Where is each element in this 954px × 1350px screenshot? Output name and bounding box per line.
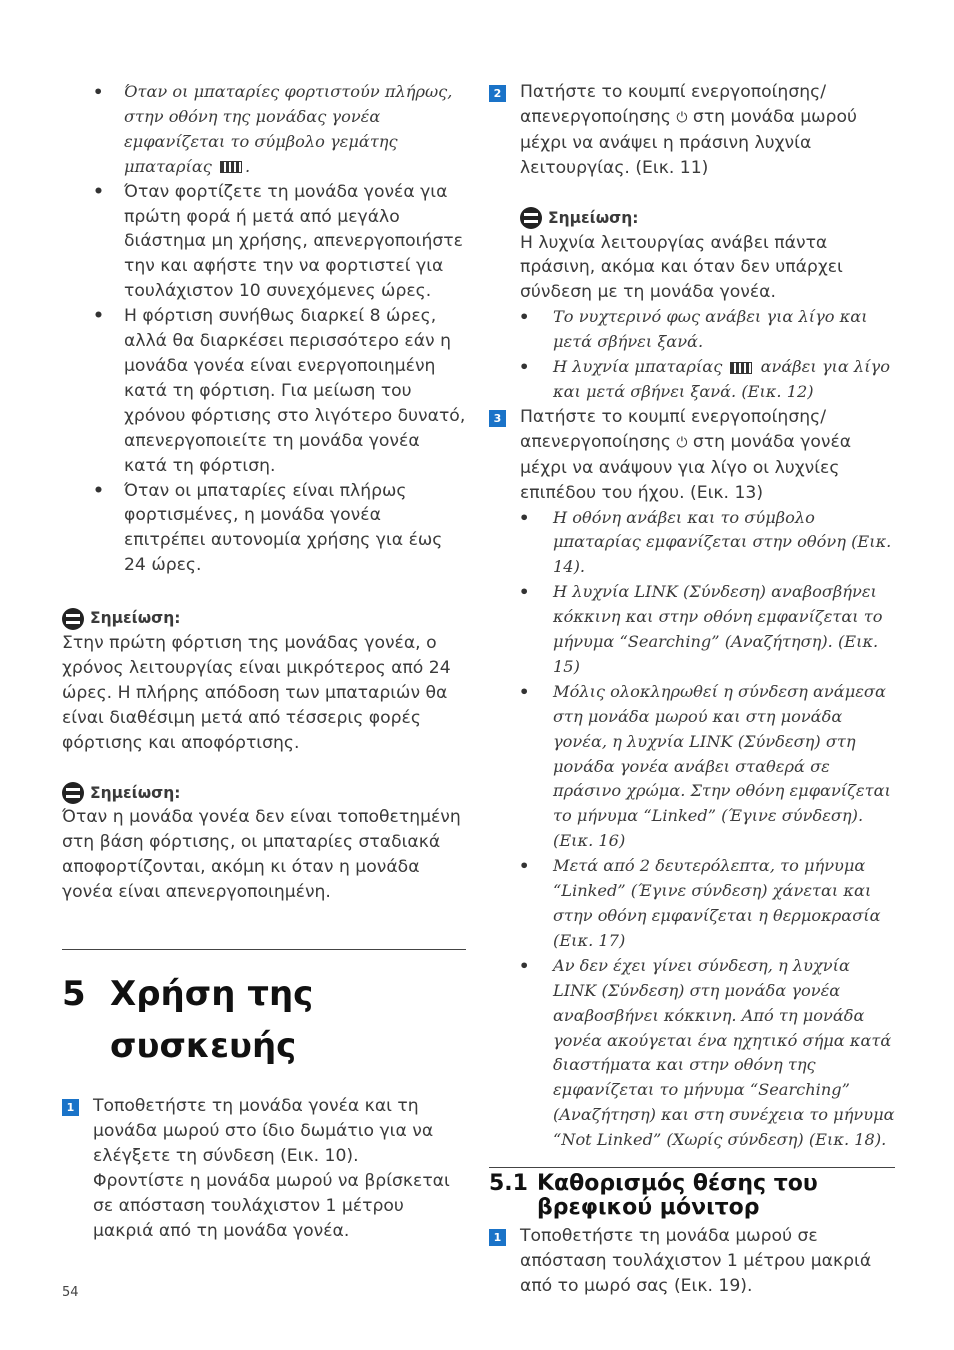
note-heading: Σημείωση: <box>62 606 466 631</box>
chapter-divider <box>62 949 466 950</box>
charging-bullets <box>62 80 466 578</box>
step3-bullets <box>489 506 895 1154</box>
step-item: 3 Πατήστε το κουμπί ενεργοποίησης/απενεργοποίησης ⏻ στη μονάδα γονέα μέχρι να ανάψουν για λίγο οι λυχνίες επιπέδου του ήχου. (Εικ. 13) <box>489 405 895 506</box>
list-item: • Το νυχτερινό φως ανάβει για λίγο και μετά σβήνει ξανά. <box>489 305 895 355</box>
note-text: Όταν η μονάδα γονέα δεν είναι τοποθετημένη στη βάση φόρτισης, οι μπαταρίες σταδιακά αποφορτίζονται, ακόμη κι όταν η μονάδα γονέα είναι απενεργοποιημένη. <box>62 807 461 903</box>
right-column <box>489 80 895 1299</box>
step-number-badge: 3 <box>489 410 506 427</box>
list-item: • Η φόρτιση συνήθως διαρκεί 8 ώρες, αλλά θα διαρκέσει περισσότερο εάν η μονάδα γονέα είναι ενεργοποιημένη κατά τη φόρτιση. Για μείωση του χρόνου φόρτισης στο λιγότερο δυνατό, απενεργοποιείτε τη μονάδα γονέα κατά τη φόρτιση. <box>62 304 466 478</box>
step-number-badge: 2 <box>489 85 506 102</box>
step-item: 2 Πατήστε το κουμπί ενεργοποίησης/απενεργοποίησης ⏻ στη μονάδα μωρού μέχρι να ανάψει η πράσινη λυχνία λειτουργίας. (Εικ. 11) <box>489 80 895 181</box>
power-icon: ⏻ <box>676 109 688 126</box>
list-item: • Όταν οι μπαταρίες φορτιστούν πλήρως, στην οθόνη της μονάδας γονέα εμφανίζεται το σύμβολο γεμάτης μπαταρίας . <box>62 80 466 180</box>
battery-icon <box>730 362 752 374</box>
list-item: • Αν δεν έχει γίνει σύνδεση, η λυχνία LINK (Σύνδεση) στη μονάδα γονέα αναβοσβήνει κόκκινη. Από τη μονάδα γονέα ακούγεται ένα ηχητικό σήμα κατά διαστήματα και στην οθόνη της εμφανίζεται το μήνυμα “Searching” (Αναζήτηση) και στη συνέχεια το μήνυμα “Not Linked” (Χωρίς σύνδεση) (Εικ. 18). <box>489 954 895 1153</box>
list-item: • Όταν φορτίζετε τη μονάδα γονέα για πρώτη φορά ή μετά από μεγάλο διάστημα μη χρήσης, απενεργοποιήστε την και αφήστε την να φορτιστεί για τουλάχιστον 10 συνεχόμενες ώρες. <box>62 180 466 305</box>
left-column <box>62 80 466 1244</box>
note-icon <box>62 608 84 630</box>
chapter-title: 5 Χρήση της συσκευής <box>62 974 314 1067</box>
power-icon: ⏻ <box>676 434 688 451</box>
page-number: 54 <box>62 1285 79 1300</box>
list-item: • Η οθόνη ανάβει και το σύμβολο μπαταρίας εμφανίζεται στην οθόνη (Εικ. 14). <box>489 506 895 581</box>
note-heading: Σημείωση: <box>62 781 466 806</box>
step-number-badge: 1 <box>489 1229 506 1246</box>
step-item: 1 Τοποθετήστε τη μονάδα γονέα και τη μονάδα μωρού στο ίδιο δωμάτιο για να ελέγξετε τη σύνδεση (Εικ. 10). Φροντίστε η μονάδα μωρού να βρίσκεται σε απόσταση τουλάχιστον 1 μέτρου μακριά από τη μονάδα γονέα. <box>62 1094 466 1243</box>
note-icon <box>520 207 542 229</box>
note-text: Η λυχνία λειτουργίας ανάβει πάντα πράσινη, ακόμα και όταν δεν υπάρχει σύνδεση με τη μονάδα γονέα. <box>520 232 843 303</box>
list-item: • Όταν οι μπαταρίες είναι πλήρως φορτισμένες, η μονάδα γονέα επιτρέπει αυτονομία χρήσης για έως 24 ώρες. <box>62 479 466 579</box>
list-item: • Μετά από 2 δευτερόλεπτα, το μήνυμα “Linked” (Έγινε σύνδεση) χάνεται και στην οθόνη εμφανίζεται η θερμοκρασία (Εικ. 17) <box>489 854 895 954</box>
step-item: 1 Τοποθετήστε τη μονάδα μωρού σε απόσταση τουλάχιστον 1 μέτρου μακριά από το μωρό σας (Εικ. 19). <box>489 1224 895 1299</box>
battery-full-icon <box>220 161 242 173</box>
list-item: • Μόλις ολοκληρωθεί η σύνδεση ανάμεσα στη μονάδα μωρού και στη μονάδα γονέα, η λυχνία LINK (Σύνδεση) στη μονάδα γονέα ανάβει σταθερά σε πράσινο χρώμα. Στην οθόνη εμφανίζεται το μήνυμα “Linked” (Έγινε σύνδεση). (Εικ. 16) <box>489 680 895 854</box>
note-bullets <box>489 305 895 405</box>
note-text: Στην πρώτη φόρτιση της μονάδας γονέα, ο χρόνος λειτουργίας είναι μικρότερος από 24 ώρες. Η πλήρης απόδοση των μπαταριών θα είναι διαθέσιμη μετά από τέσσερις φορές φόρτισης και αποφόρτισης. <box>62 633 451 753</box>
note-icon <box>62 782 84 804</box>
list-item: • Η λυχνία LINK (Σύνδεση) αναβοσβήνει κόκκινη και στην οθόνη εμφανίζεται το μήνυμα “Searching” (Αναζήτηση). (Εικ. 15) <box>489 580 895 680</box>
note-heading: Σημείωση: <box>489 206 895 231</box>
section-title: 5.1 Καθορισμός θέσης του βρεφικού μόνιτορ <box>489 1167 895 1220</box>
step-number-badge: 1 <box>62 1099 79 1116</box>
list-item: • Η λυχνία μπαταρίας ανάβει για λίγο και μετά σβήνει ξανά. (Εικ. 12) <box>489 355 895 405</box>
